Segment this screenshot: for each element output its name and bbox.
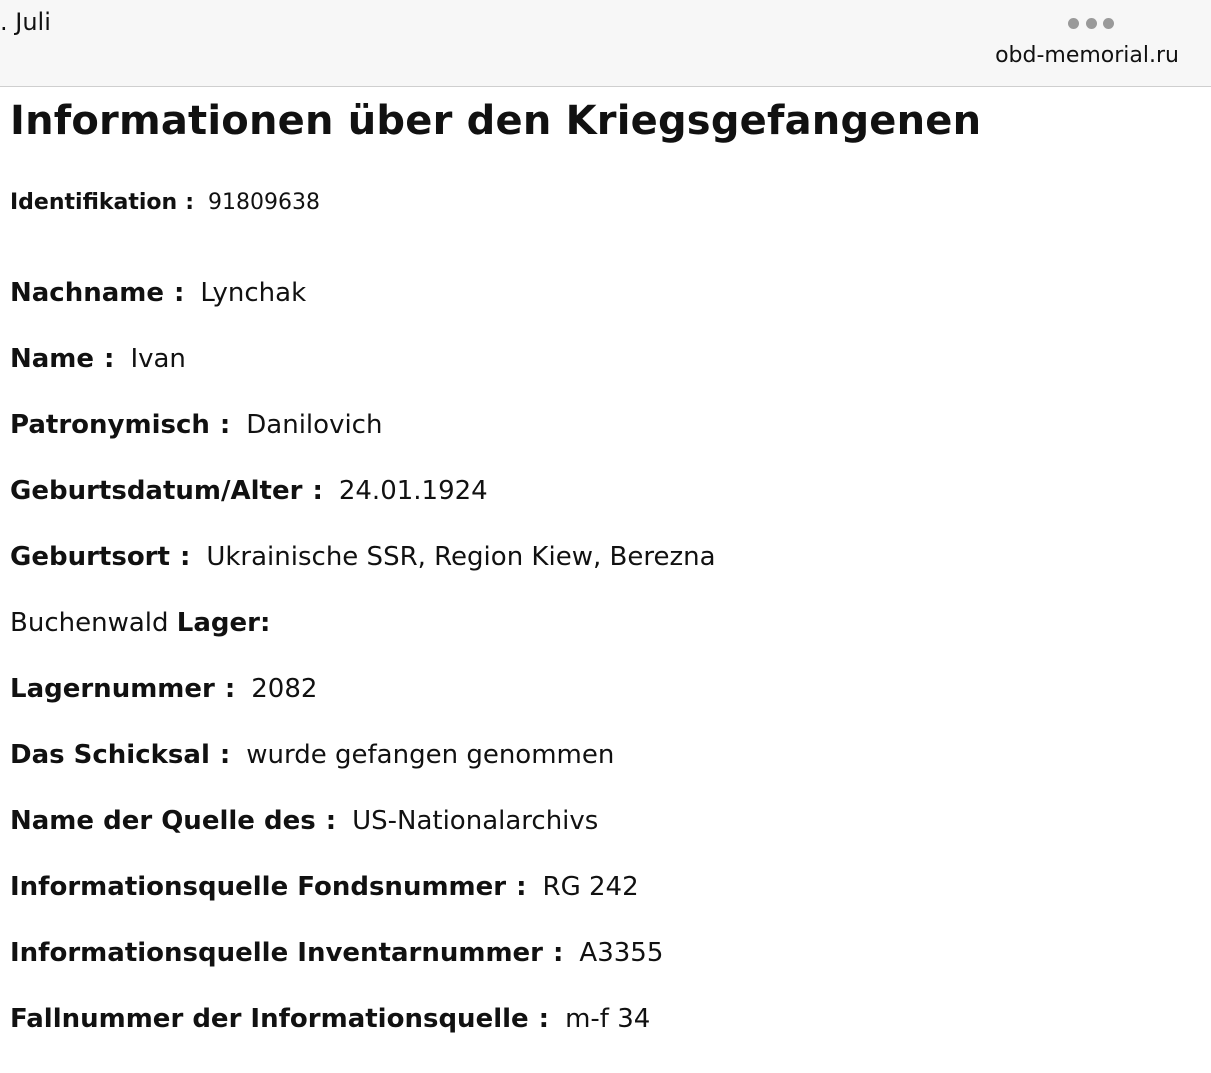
field-label: Lagernummer [10, 674, 215, 704]
field-value: m-f 34 [565, 1004, 651, 1034]
field-label: Geburtsort [10, 542, 170, 572]
field-row-name [10, 344, 186, 374]
more-dots-icon[interactable] [1068, 18, 1114, 30]
field-value: Danilovich [246, 410, 383, 440]
field-separator: : [219, 410, 231, 440]
identification-row [10, 190, 320, 215]
identification-separator: : [185, 190, 195, 215]
identification-value: 91809638 [208, 190, 320, 215]
field-separator: : [516, 872, 527, 902]
field-value: 24.01.1924 [338, 476, 488, 506]
identification-label: Identifikation [10, 190, 178, 215]
field-row-inventarnummer [10, 938, 663, 968]
field-separator: : [174, 278, 185, 308]
field-row-geburtsdatum [10, 476, 488, 506]
field-row-nachname [10, 278, 306, 308]
page-title: Informationen über den Kriegsgefangenen [10, 98, 982, 144]
field-value: Ukrainische SSR, Region Kiew, Berezna [206, 542, 716, 572]
field-label: Name [10, 344, 95, 374]
field-label: Das Schicksal [10, 740, 210, 770]
camp-label: Lager: [176, 608, 271, 638]
field-row-fallnummer [10, 1004, 650, 1034]
field-label: Name der Quelle des [10, 806, 316, 836]
field-row-geburtsort [10, 542, 716, 572]
field-separator: : [325, 806, 337, 836]
field-label: Informationsquelle Fondsnummer [10, 872, 507, 902]
record-content [10, 94, 1200, 1034]
field-separator: : [179, 542, 191, 572]
field-separator: : [104, 344, 115, 374]
field-label: Patronymisch [10, 410, 210, 440]
field-separator: : [538, 1004, 550, 1034]
field-value: US-Nationalarchivs [352, 806, 599, 836]
field-value: Ivan [130, 344, 186, 374]
field-value: RG 242 [542, 872, 639, 902]
field-row-patronymisch [10, 410, 382, 440]
field-row-lager [10, 608, 270, 638]
field-value: Lynchak [200, 278, 307, 308]
field-separator: : [224, 674, 236, 704]
field-separator: : [312, 476, 323, 506]
field-label: Geburtsdatum/Alter [10, 476, 303, 506]
field-separator: : [219, 740, 231, 770]
field-row-fondsnummer [10, 872, 639, 902]
field-separator: : [553, 938, 564, 968]
field-label: Informationsquelle Inventarnummer [10, 938, 543, 968]
field-value: wurde gefangen genommen [246, 740, 615, 770]
site-domain[interactable]: obd-memorial.ru [995, 43, 1179, 68]
field-value: 2082 [251, 674, 318, 704]
field-value: A3355 [579, 938, 664, 968]
status-date-fragment: . Juli [0, 8, 51, 36]
field-label: Nachname [10, 278, 165, 308]
field-row-quelle [10, 806, 598, 836]
field-row-schicksal [10, 740, 614, 770]
field-label: Fallnummer der Informationsquelle [10, 1004, 529, 1034]
browser-top-bar [0, 0, 1211, 87]
field-row-lagernummer [10, 674, 317, 704]
camp-value: Buchenwald [10, 608, 169, 638]
